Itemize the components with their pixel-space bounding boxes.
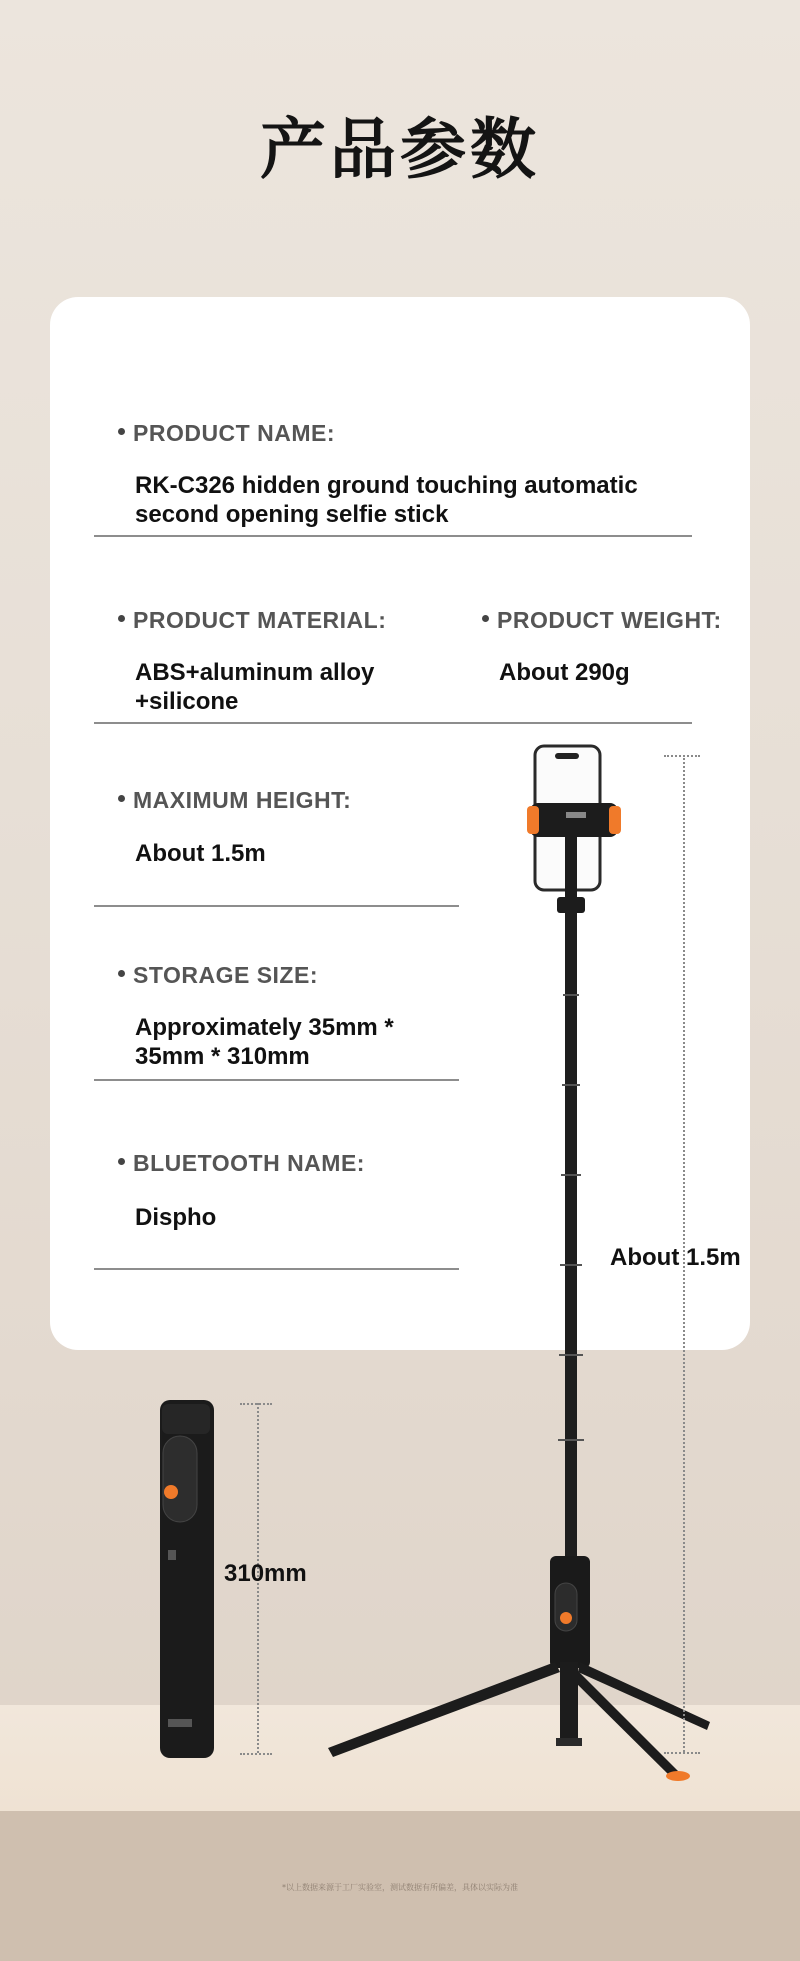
spec-value-material: ABS+aluminum alloy +silicone — [135, 659, 375, 715]
spec-label-text: MAXIMUM HEIGHT: — [133, 787, 352, 813]
spec-value-max-height: About 1.5m — [135, 840, 266, 867]
dimension-tick — [664, 755, 700, 757]
dimension-tick — [664, 1752, 700, 1754]
page-title: 产品参数 — [260, 111, 540, 188]
footer-disclaimer: *以上数据来源于工厂实验室，测试数据有所偏差，具体以实际为准 — [282, 1883, 518, 1892]
spec-value-weight: About 290g — [499, 659, 630, 686]
spec-label-text: BLUETOOTH NAME: — [133, 1150, 365, 1176]
spec-value-bluetooth: Dispho — [135, 1204, 217, 1231]
spec-value-product-name: RK-C326 hidden ground touching automatic second opening selfie stick — [135, 472, 638, 528]
spec-label-text: STORAGE SIZE: — [133, 962, 318, 988]
dimension-tick — [240, 1753, 272, 1755]
dimension-label-folded: 310mm — [224, 1560, 307, 1587]
dimension-label-extended: About 1.5m — [610, 1244, 741, 1271]
spec-label-text: PRODUCT MATERIAL: — [133, 607, 387, 633]
spec-value-storage: Approximately 35mm * 35mm * 310mm — [135, 1014, 394, 1070]
dimension-tick — [240, 1403, 272, 1405]
spec-label-text: PRODUCT NAME: — [133, 420, 335, 446]
spec-label-text: PRODUCT WEIGHT: — [497, 607, 722, 633]
